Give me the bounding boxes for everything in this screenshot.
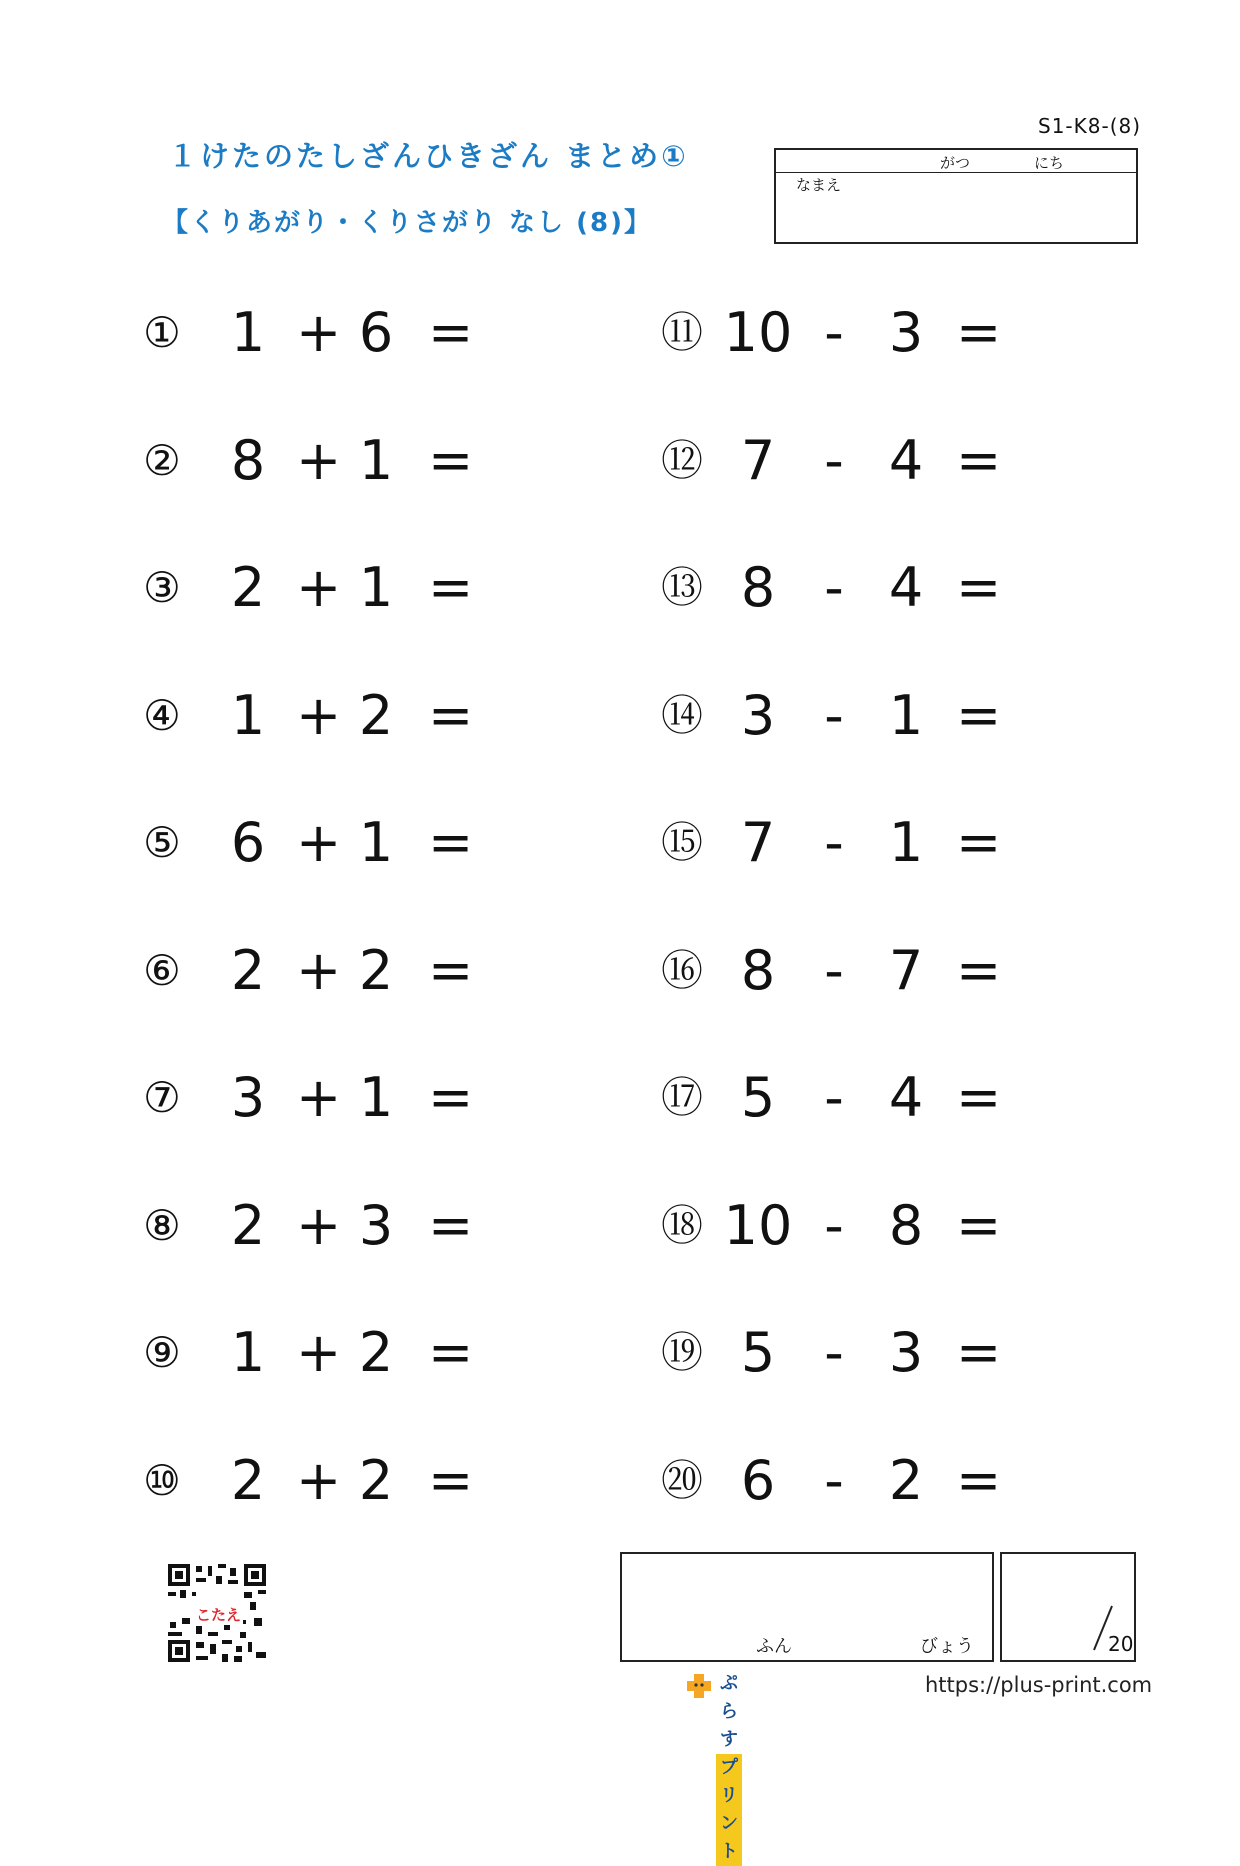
problem-right-3	[0, 553, 1240, 623]
brand-wordmark	[716, 1670, 744, 1866]
problem-number: ⑫	[660, 435, 703, 485]
operand-b: 1	[358, 556, 394, 619]
operand-a: 2	[230, 938, 266, 1002]
problem-number: ⑩	[143, 1455, 181, 1505]
problem-right-8	[0, 1191, 1240, 1261]
operand-a: 8	[740, 556, 776, 619]
operand-b: 6	[358, 301, 394, 364]
problem-right-6	[0, 936, 1240, 1006]
operand-b: 1	[358, 1066, 394, 1129]
operand-a: 1	[230, 1321, 266, 1384]
score-total: 20	[1108, 1632, 1134, 1656]
operand-a: 10	[723, 301, 793, 364]
problem-number: ⑮	[660, 818, 703, 867]
equals-sign: =	[428, 683, 474, 747]
operator: -	[824, 428, 844, 492]
month-label: がつ	[940, 154, 971, 172]
equals-sign: =	[428, 938, 474, 1002]
operand-a: 7	[740, 811, 776, 874]
operand-a: 8	[230, 428, 266, 492]
operator: +	[296, 1066, 342, 1129]
problem-right-2	[0, 426, 1240, 496]
name-date-box[interactable]	[774, 148, 1138, 244]
problem-number: ⑪	[660, 308, 703, 357]
problem-number: ①	[143, 308, 181, 357]
operand-a: 7	[740, 428, 776, 492]
equals-sign: =	[428, 811, 474, 874]
equals-sign: =	[428, 556, 474, 619]
problem-number: ③	[143, 563, 181, 612]
operator: -	[824, 301, 844, 364]
brand-char-tile: ぷ	[716, 1670, 742, 1698]
problem-number: ⑦	[143, 1073, 181, 1122]
operand-a: 5	[740, 1066, 776, 1129]
operand-b: 4	[888, 428, 924, 492]
problem-number: ⑭	[660, 690, 703, 740]
operand-b: 2	[358, 683, 394, 747]
problem-number: ⑰	[660, 1073, 703, 1122]
equals-sign: =	[956, 1448, 1002, 1512]
operator: +	[296, 1448, 342, 1512]
site-url-link[interactable]: https://plus-print.com	[925, 1673, 1153, 1697]
problem-number: ⑯	[660, 945, 703, 995]
problem-right-7	[0, 1063, 1240, 1133]
operator: -	[824, 938, 844, 1002]
equals-sign: =	[428, 1448, 474, 1512]
operand-b: 3	[888, 301, 924, 364]
operator: +	[296, 938, 342, 1002]
operand-a: 10	[723, 1193, 793, 1257]
operator: -	[824, 1066, 844, 1129]
operand-b: 2	[358, 1448, 394, 1512]
brand-char-tile: ン	[716, 1810, 742, 1838]
operator: -	[824, 1448, 844, 1512]
problem-right-4	[0, 681, 1240, 751]
equals-sign: =	[956, 683, 1002, 747]
problem-number: ⑳	[660, 1455, 703, 1505]
equals-sign: =	[956, 556, 1002, 619]
brand-char-tile: す	[716, 1726, 742, 1754]
operand-a: 2	[230, 1193, 266, 1257]
brand-char-tile: ト	[716, 1838, 742, 1866]
equals-sign: =	[956, 1193, 1002, 1257]
operand-b: 1	[358, 428, 394, 492]
operator: +	[296, 1321, 342, 1384]
name-label: なまえ	[796, 176, 842, 194]
seconds-label: びょう	[920, 1636, 974, 1657]
operand-a: 3	[740, 683, 776, 747]
operand-b: 2	[358, 1321, 394, 1384]
problem-number: ⑨	[143, 1328, 181, 1377]
equals-sign: =	[956, 811, 1002, 874]
operand-a: 1	[230, 683, 266, 747]
operand-b: 1	[888, 811, 924, 874]
operand-b: 8	[888, 1193, 924, 1257]
operand-a: 8	[740, 938, 776, 1002]
operator: +	[296, 428, 342, 492]
worksheet-subtitle: 【くりあがり・くりさがり なし (8)】	[162, 208, 652, 238]
equals-sign: =	[428, 301, 474, 364]
problem-number: ⑬	[660, 563, 703, 612]
operator: +	[296, 556, 342, 619]
operator: +	[296, 301, 342, 364]
problem-right-5	[0, 808, 1240, 878]
equals-sign: =	[956, 428, 1002, 492]
operator: +	[296, 683, 342, 747]
minutes-label: ふん	[756, 1636, 792, 1657]
operand-a: 2	[230, 556, 266, 619]
operator: -	[824, 1321, 844, 1384]
brand-char-tile: プ	[716, 1754, 742, 1782]
qr-answer-label: こたえ	[196, 1606, 242, 1624]
equals-sign: =	[428, 1321, 474, 1384]
problem-number: ④	[143, 690, 181, 740]
problem-number: ②	[143, 435, 181, 485]
score-box[interactable]	[1000, 1552, 1136, 1662]
operator: -	[824, 556, 844, 619]
operand-a: 6	[230, 811, 266, 874]
operand-b: 2	[358, 938, 394, 1002]
operator: -	[824, 683, 844, 747]
equals-sign: =	[956, 1066, 1002, 1129]
problem-number: ⑥	[143, 945, 181, 995]
mascot-icon	[686, 1672, 712, 1700]
operand-b: 1	[358, 811, 394, 874]
worksheet-title: １けたのたしざんひきざん まとめ①	[168, 139, 689, 173]
operand-b: 4	[888, 1066, 924, 1129]
operand-a: 6	[740, 1448, 776, 1512]
equals-sign: =	[428, 1193, 474, 1257]
operand-b: 3	[358, 1193, 394, 1257]
equals-sign: =	[428, 1066, 474, 1129]
operand-b: 7	[888, 938, 924, 1002]
equals-sign: =	[956, 301, 1002, 364]
equals-sign: =	[956, 938, 1002, 1002]
operand-b: 3	[888, 1321, 924, 1384]
operand-b: 1	[888, 683, 924, 747]
operator: +	[296, 811, 342, 874]
brand-char-tile: ら	[716, 1698, 742, 1726]
operand-b: 2	[888, 1448, 924, 1512]
operand-a: 3	[230, 1066, 266, 1129]
operand-a: 5	[740, 1321, 776, 1384]
operator: -	[824, 811, 844, 874]
worksheet-code: S1-K8-(8)	[1038, 114, 1142, 138]
answer-qr-code[interactable]	[166, 1562, 268, 1664]
problem-number: ⑱	[660, 1200, 703, 1250]
problem-right-1	[0, 298, 1240, 368]
problem-right-10	[0, 1446, 1240, 1516]
operand-a: 2	[230, 1448, 266, 1512]
problem-number: ⑤	[143, 818, 181, 867]
brand-char-tile: リ	[716, 1782, 742, 1810]
equals-sign: =	[428, 428, 474, 492]
operand-b: 4	[888, 556, 924, 619]
operator: +	[296, 1193, 342, 1257]
equals-sign: =	[956, 1321, 1002, 1384]
problem-number: ⑲	[660, 1328, 703, 1377]
operand-a: 1	[230, 301, 266, 364]
problem-right-9	[0, 1318, 1240, 1388]
day-label: にち	[1034, 154, 1065, 172]
problem-number: ⑧	[143, 1200, 181, 1250]
time-record-box[interactable]	[620, 1552, 994, 1662]
operator: -	[824, 1193, 844, 1257]
